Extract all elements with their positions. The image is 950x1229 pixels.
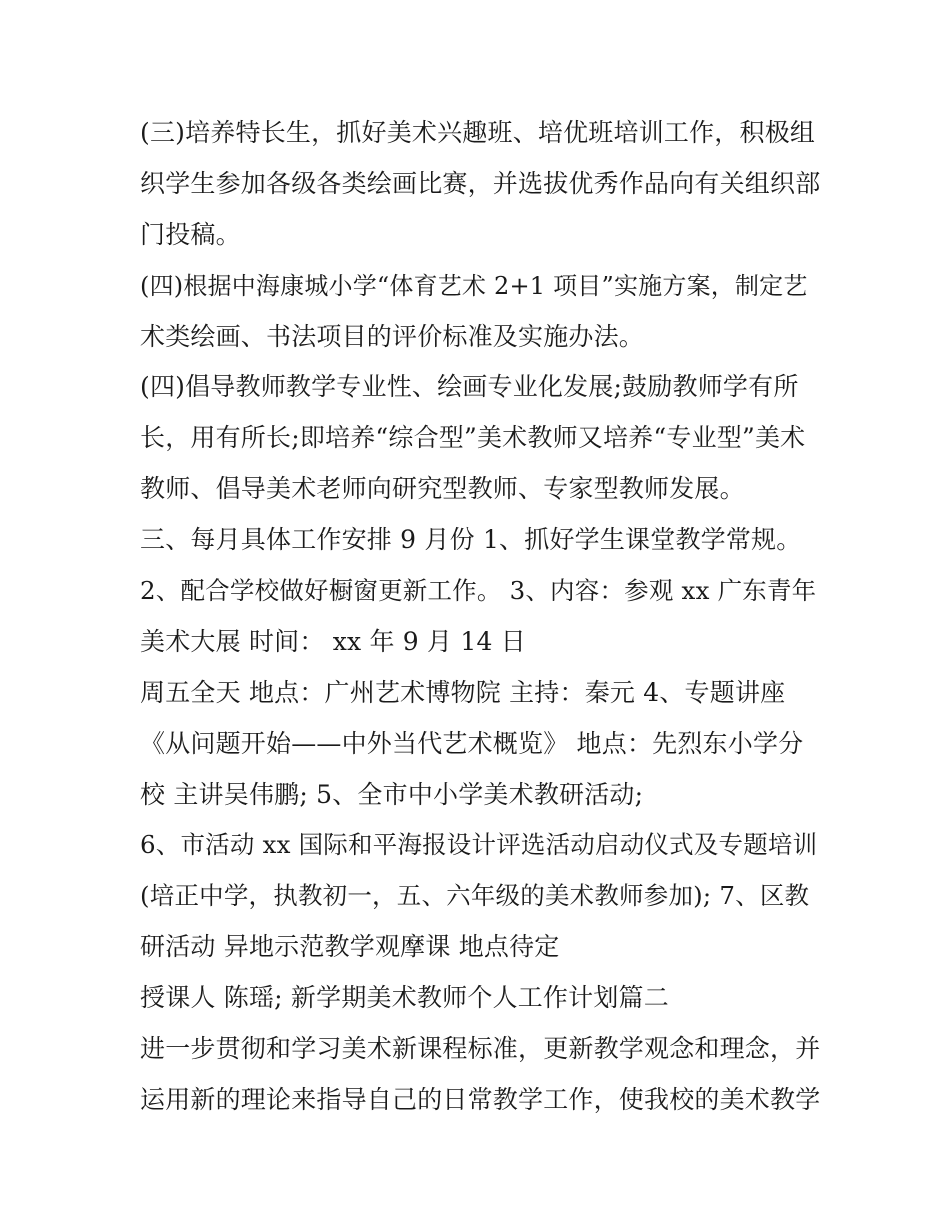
- text-line: 运用新的理论来指导自己的日常教学工作，使我校的美术教学: [140, 1084, 821, 1114]
- text-line: 《从问题开始——中外当代艺术概览》 地点：先烈东小学分: [140, 728, 804, 758]
- text-line: (四)根据中海康城小学“体育艺术 2+1 项目”实施方案，制定艺: [140, 271, 808, 300]
- text-line: 织学生参加各级各类绘画比赛，并选拔优秀作品向有关组织部: [140, 168, 821, 198]
- text-line: (培正中学，执教初一，五、六年级的美术教师参加); 7、区教: [140, 881, 810, 911]
- text-line: 周五全天 地点：广州艺术博物院 主持：秦元 4、专题讲座: [140, 677, 786, 707]
- text-line: 术类绘画、书法项目的评价标准及实施办法。: [140, 321, 645, 351]
- text-line: (三)培养特长生，抓好美术兴趣班、培优班培训工作，积极组: [140, 118, 816, 147]
- text-line: 校 主讲吴伟鹏; 5、全市中小学美术教研活动;: [140, 779, 644, 809]
- text-line: 长，用有所长;即培养“综合型”美术教师又培养“专业型”美术: [140, 423, 806, 453]
- text-line: 6、市活动 xx 国际和平海报设计评选活动启动仪式及专题培训: [140, 830, 818, 860]
- text-line: 研活动 异地示范教学观摩课 地点待定: [140, 932, 560, 962]
- document-body: [140, 108, 820, 1126]
- text-line: 门投稿。: [140, 219, 241, 249]
- text-line: 美术大展 时间： xx 年 9 月 14 日: [140, 626, 526, 656]
- text-line: 授课人 陈瑶; 新学期美术教师个人工作计划篇二: [140, 983, 669, 1013]
- text-line: 三、每月具体工作安排 9 月份 1、抓好学生课堂教学常规。: [140, 525, 802, 555]
- text-line: 2、配合学校做好橱窗更新工作。 3、内容：参观 xx 广东青年: [140, 576, 817, 606]
- text-line: 进一步贯彻和学习美术新课程标准，更新教学观念和理念，并: [140, 1034, 821, 1064]
- text-line: 教师、倡导美术老师向研究型教师、专家型教师发展。: [140, 474, 745, 504]
- text-line: (四)倡导教师教学专业性、绘画专业化发展;鼓励教师学有所: [140, 372, 799, 402]
